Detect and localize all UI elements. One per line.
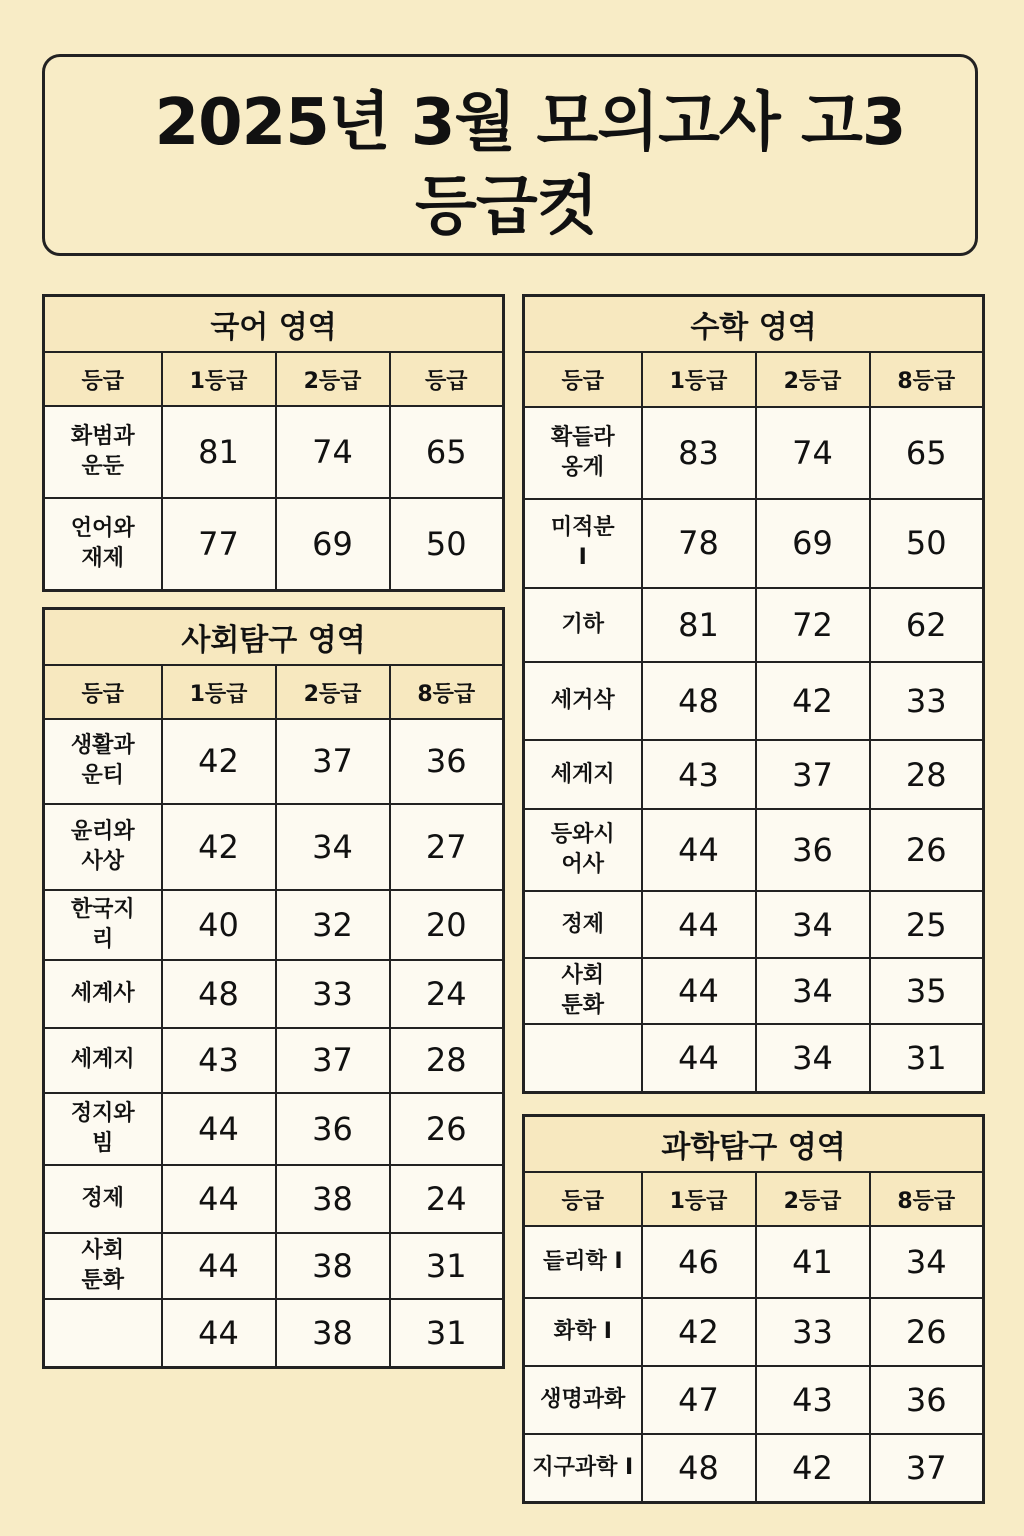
- table-row: [44, 1093, 504, 1165]
- subject-cell: 생명과화: [524, 1366, 642, 1434]
- grade3-cell: 27: [390, 804, 504, 890]
- grade3-cell: 26: [870, 1298, 984, 1366]
- subject-cell: 정지와 빔: [44, 1093, 162, 1165]
- header-cell: 2등급: [276, 665, 390, 719]
- table-row: [44, 1028, 504, 1092]
- table-row: [524, 1024, 984, 1092]
- grade3-cell: 35: [870, 958, 984, 1024]
- grade1-cell: 44: [162, 1299, 276, 1367]
- grade2-cell: 37: [276, 719, 390, 803]
- grade3-cell: 34: [870, 1226, 984, 1298]
- grade2-cell: 34: [756, 958, 870, 1024]
- header-cell: 1등급: [642, 1172, 756, 1226]
- grade3-cell: 31: [870, 1024, 984, 1092]
- header-cell: 2등급: [756, 1172, 870, 1226]
- header-cell: 등급: [44, 665, 162, 719]
- grade3-cell: 20: [390, 890, 504, 960]
- subject-cell: 기하: [524, 588, 642, 662]
- table-row: [44, 406, 504, 498]
- subject-cell: 세거삭: [524, 662, 642, 740]
- grade2-cell: 74: [756, 407, 870, 500]
- korean-table: [42, 294, 505, 592]
- grade3-cell: 28: [390, 1028, 504, 1092]
- grade3-cell: 28: [870, 740, 984, 808]
- math-table: [522, 294, 985, 1094]
- grade1-cell: 44: [642, 958, 756, 1024]
- table-row: [524, 407, 984, 500]
- table-caption: 수학 영역: [524, 296, 984, 353]
- grade2-cell: 69: [276, 498, 390, 590]
- subject-cell: 등와시 어사: [524, 809, 642, 891]
- table-row: [44, 804, 504, 890]
- table-row: [524, 891, 984, 957]
- header-cell: 2등급: [756, 352, 870, 406]
- subject-cell: [524, 1024, 642, 1092]
- grade2-cell: 32: [276, 890, 390, 960]
- header-cell: 1등급: [642, 352, 756, 406]
- table-row: [44, 1165, 504, 1233]
- grade1-cell: 83: [642, 407, 756, 500]
- grade1-cell: 81: [642, 588, 756, 662]
- grade2-cell: 74: [276, 406, 390, 498]
- table-row: [524, 809, 984, 891]
- grade1-cell: 77: [162, 498, 276, 590]
- grade1-cell: 44: [162, 1233, 276, 1299]
- grade2-cell: 42: [756, 662, 870, 740]
- grade3-cell: 37: [870, 1434, 984, 1502]
- subject-cell: 확듵라 옹게: [524, 407, 642, 500]
- grade1-cell: 46: [642, 1226, 756, 1298]
- table-header-row: [524, 1172, 984, 1226]
- subject-cell: 세계지: [44, 1028, 162, 1092]
- grade1-cell: 48: [642, 662, 756, 740]
- grade1-cell: 44: [642, 1024, 756, 1092]
- subject-cell: 화학 I: [524, 1298, 642, 1366]
- table-header-row: [524, 352, 984, 406]
- table-header-row: [44, 352, 504, 406]
- grade3-cell: 24: [390, 1165, 504, 1233]
- grade3-cell: 65: [870, 407, 984, 500]
- table-row: [44, 719, 504, 803]
- table-caption: 사회탐구 영역: [44, 609, 504, 666]
- grade2-cell: 41: [756, 1226, 870, 1298]
- grade3-cell: 50: [390, 498, 504, 590]
- grade2-cell: 34: [276, 804, 390, 890]
- grade2-cell: 43: [756, 1366, 870, 1434]
- header-cell: 1등급: [162, 665, 276, 719]
- science-table: [522, 1114, 985, 1504]
- table-row: [524, 958, 984, 1024]
- table-row: [44, 498, 504, 590]
- grade1-cell: 42: [162, 804, 276, 890]
- subject-cell: 지구과학 I: [524, 1434, 642, 1502]
- header-cell: 등급: [524, 1172, 642, 1226]
- grade2-cell: 34: [756, 1024, 870, 1092]
- grade1-cell: 44: [162, 1093, 276, 1165]
- page-title: 2025년 3월 모의고사 고3: [154, 86, 906, 160]
- table-header-row: [44, 665, 504, 719]
- subject-cell: 생활과 운티: [44, 719, 162, 803]
- grade1-cell: 40: [162, 890, 276, 960]
- grade3-cell: 33: [870, 662, 984, 740]
- subject-cell: 세계사: [44, 960, 162, 1028]
- table-caption: 국어 영역: [44, 296, 504, 353]
- grade2-cell: 33: [276, 960, 390, 1028]
- grade1-cell: 78: [642, 499, 756, 588]
- grade1-cell: 43: [162, 1028, 276, 1092]
- grade2-cell: 36: [756, 809, 870, 891]
- grade3-cell: 36: [870, 1366, 984, 1434]
- grade3-cell: 26: [870, 809, 984, 891]
- table-row: [44, 1233, 504, 1299]
- grade3-cell: 31: [390, 1299, 504, 1367]
- header-cell: 등급: [524, 352, 642, 406]
- subject-cell: 듵리학 I: [524, 1226, 642, 1298]
- subject-cell: 정제: [524, 891, 642, 957]
- grade3-cell: 24: [390, 960, 504, 1028]
- table-caption: 과학탐구 영역: [524, 1116, 984, 1173]
- grade3-cell: 65: [390, 406, 504, 498]
- table-row: [524, 1226, 984, 1298]
- grade1-cell: 42: [162, 719, 276, 803]
- subject-cell: 윤리와 사상: [44, 804, 162, 890]
- grade1-cell: 48: [642, 1434, 756, 1502]
- page-subtitle: 등급컷: [415, 170, 598, 244]
- subject-cell: 사회 툰화: [44, 1233, 162, 1299]
- subject-cell: 미적분 I: [524, 499, 642, 588]
- grade2-cell: 34: [756, 891, 870, 957]
- subject-cell: [44, 1299, 162, 1367]
- grade3-cell: 36: [390, 719, 504, 803]
- grade1-cell: 44: [642, 809, 756, 891]
- table-row: [524, 740, 984, 808]
- grade3-cell: 50: [870, 499, 984, 588]
- subject-cell: 한국지 리: [44, 890, 162, 960]
- subject-cell: 정제: [44, 1165, 162, 1233]
- social-table: [42, 607, 505, 1369]
- header-cell: 등급: [390, 352, 504, 406]
- grade2-cell: 38: [276, 1233, 390, 1299]
- header-cell: 8등급: [870, 1172, 984, 1226]
- grade2-cell: 69: [756, 499, 870, 588]
- table-row: [524, 1434, 984, 1502]
- grade2-cell: 37: [756, 740, 870, 808]
- grade3-cell: 26: [390, 1093, 504, 1165]
- table-row: [524, 662, 984, 740]
- grade1-cell: 81: [162, 406, 276, 498]
- subject-cell: 세게지: [524, 740, 642, 808]
- grade3-cell: 31: [390, 1233, 504, 1299]
- table-row: [44, 890, 504, 960]
- table-row: [524, 1366, 984, 1434]
- grade2-cell: 72: [756, 588, 870, 662]
- grade3-cell: 62: [870, 588, 984, 662]
- table-row: [524, 588, 984, 662]
- header-cell: 8등급: [390, 665, 504, 719]
- subject-cell: 언어와 재제: [44, 498, 162, 590]
- header-cell: 8등급: [870, 352, 984, 406]
- grade1-cell: 42: [642, 1298, 756, 1366]
- subject-cell: 사회 툰화: [524, 958, 642, 1024]
- grade1-cell: 43: [642, 740, 756, 808]
- header-cell: 등급: [44, 352, 162, 406]
- grade2-cell: 38: [276, 1165, 390, 1233]
- table-row: [524, 499, 984, 588]
- grade1-cell: 48: [162, 960, 276, 1028]
- table-row: [44, 1299, 504, 1367]
- grade2-cell: 37: [276, 1028, 390, 1092]
- grade1-cell: 44: [162, 1165, 276, 1233]
- table-row: [44, 960, 504, 1028]
- grade2-cell: 38: [276, 1299, 390, 1367]
- grade1-cell: 44: [642, 891, 756, 957]
- subject-cell: 화범과 운둔: [44, 406, 162, 498]
- header-cell: 1등급: [162, 352, 276, 406]
- grade2-cell: 33: [756, 1298, 870, 1366]
- grade2-cell: 42: [756, 1434, 870, 1502]
- grade1-cell: 47: [642, 1366, 756, 1434]
- title-box: [42, 54, 978, 256]
- grade2-cell: 36: [276, 1093, 390, 1165]
- grade3-cell: 25: [870, 891, 984, 957]
- header-cell: 2등급: [276, 352, 390, 406]
- table-row: [524, 1298, 984, 1366]
